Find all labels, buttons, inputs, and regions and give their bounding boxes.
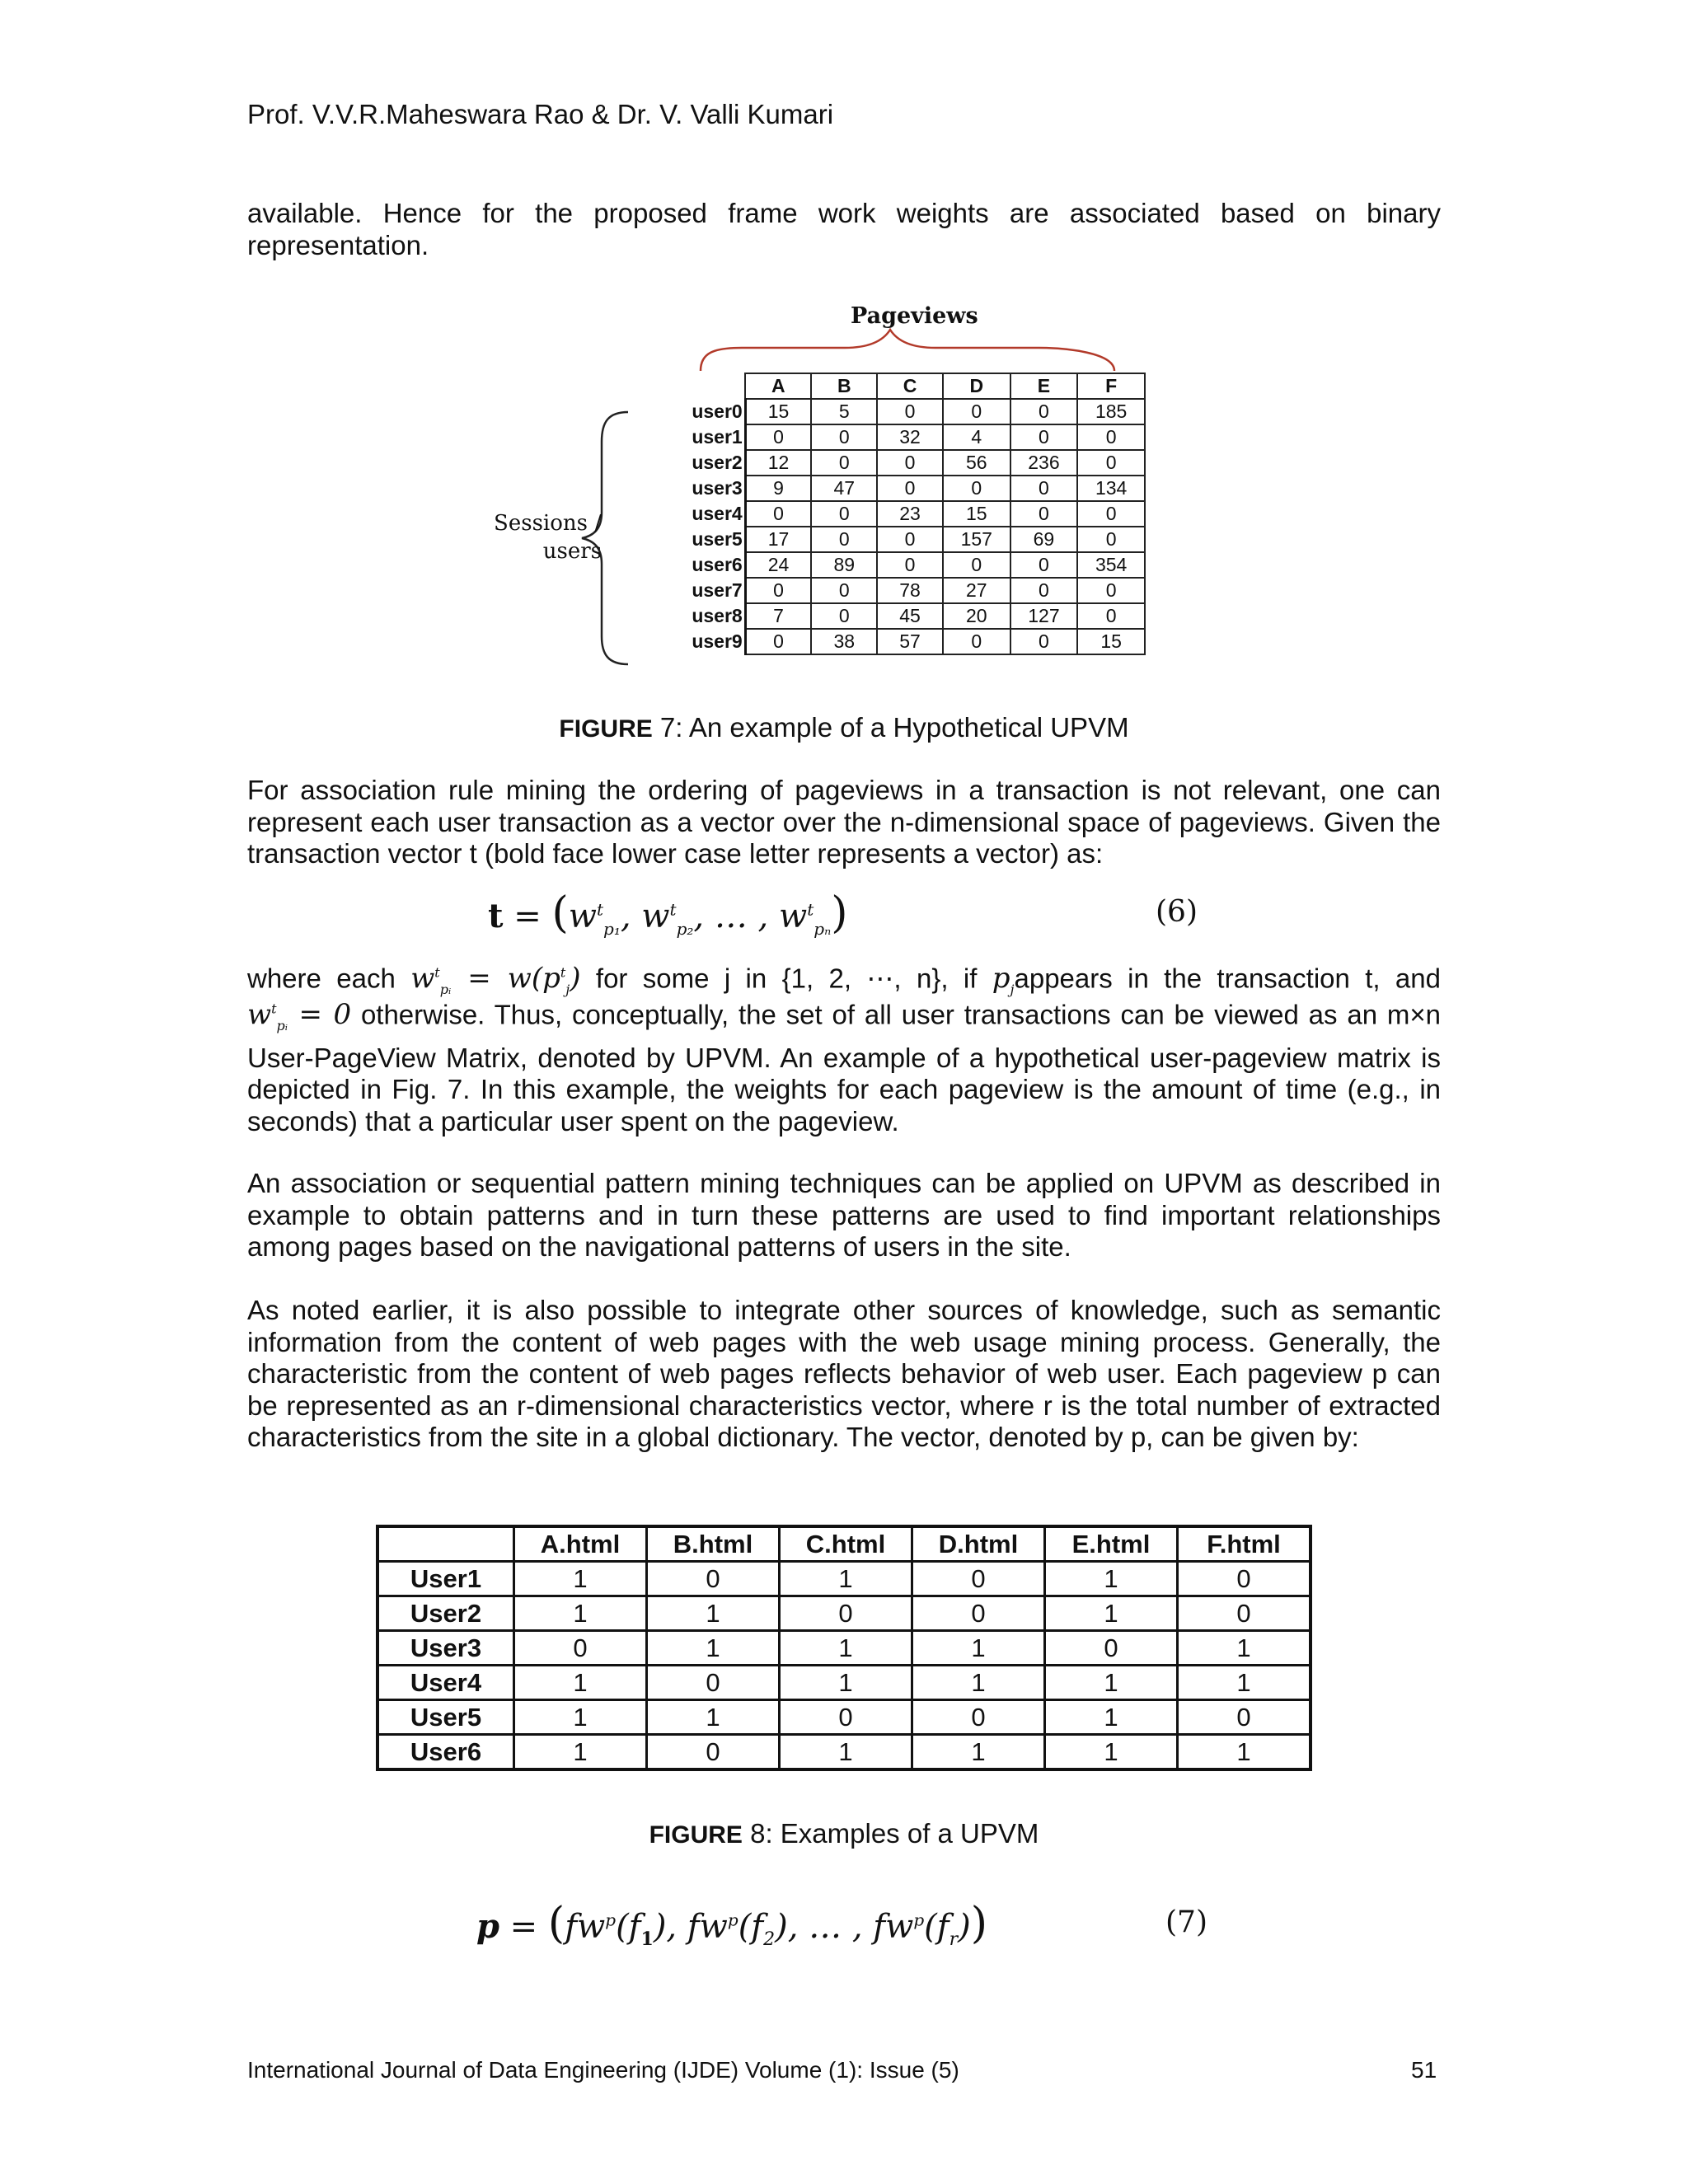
inline-math-pj: $p_j$ — [992, 962, 1015, 998]
figure-8-caption-number: 8 — [742, 1818, 766, 1849]
binmat-cell: 0 — [780, 1700, 912, 1735]
upvm-row — [686, 450, 1145, 476]
upvm-cell: 0 — [943, 629, 1010, 654]
upvm-cell: 0 — [1077, 603, 1145, 629]
inline-math-zero-weight: $w^t_{pᵢ} = 0$ — [247, 998, 352, 1034]
upvm-row — [686, 399, 1145, 424]
upvm-cell: 17 — [745, 527, 811, 552]
upvm-cell: 45 — [877, 603, 943, 629]
upvm-cell: 0 — [877, 552, 943, 578]
binmat-row — [377, 1700, 1311, 1735]
upvm-row-label: user8 — [686, 603, 745, 629]
upvm-cell: 89 — [811, 552, 877, 578]
binmat-cell: 0 — [647, 1666, 780, 1700]
binmat-cell: 0 — [912, 1562, 1045, 1596]
upvm-cell: 0 — [943, 399, 1010, 424]
upvm-col-header: E — [1010, 373, 1078, 399]
binmat-cell: 1 — [1178, 1735, 1311, 1770]
upvm-col-header: C — [877, 373, 943, 399]
upvm-cell: 15 — [745, 399, 811, 424]
figure-7-caption — [0, 712, 1688, 743]
binmat-col-header: E.html — [1045, 1526, 1178, 1562]
upvm-col-header: D — [943, 373, 1010, 399]
binmat-row-label: User3 — [377, 1631, 514, 1666]
upvm-col-header: B — [811, 373, 877, 399]
binmat-cell: 1 — [514, 1666, 647, 1700]
binmat-cell: 0 — [647, 1562, 780, 1596]
figure-8-caption-text: : Examples of a UPVM — [765, 1818, 1039, 1849]
binmat-row — [377, 1735, 1311, 1770]
binmat-corner — [377, 1526, 514, 1562]
upvm-cell: 9 — [745, 476, 811, 501]
running-head: Prof. V.V.R.Maheswara Rao & Dr. V. Valli Kumari — [247, 99, 834, 129]
pageviews-label: Pageviews — [851, 303, 978, 329]
upvm-cell: 0 — [877, 450, 943, 476]
upvm-cell: 0 — [943, 552, 1010, 578]
binmat-cell: 1 — [647, 1596, 780, 1631]
upvm-cell: 56 — [943, 450, 1010, 476]
binmat-cell: 1 — [514, 1700, 647, 1735]
upvm-cell: 4 — [943, 424, 1010, 450]
upvm-cell: 0 — [745, 424, 811, 450]
upvm-cell: 0 — [1077, 578, 1145, 603]
upvm-corner — [686, 373, 745, 399]
upvm-cell: 27 — [943, 578, 1010, 603]
upvm-cell: 24 — [745, 552, 811, 578]
paragraph-transaction-vector: For association rule mining the ordering of pageviews in a transaction is not relevant, one can represent each user transaction as a vector over the n-dimensional space of pageviews. Given the transaction vector t (bold face lower case letter represents a vector) as: — [247, 775, 1441, 869]
upvm-row — [686, 552, 1145, 578]
upvm-row-label: user3 — [686, 476, 745, 501]
binmat-cell: 0 — [780, 1596, 912, 1631]
upvm-row-label: user9 — [686, 629, 745, 654]
upvm-cell: 38 — [811, 629, 877, 654]
binmat-header-row — [377, 1526, 1311, 1562]
upvm-cell: 0 — [1010, 476, 1078, 501]
figure-7-caption-number: 7 — [652, 712, 676, 743]
binmat-body — [377, 1562, 1311, 1770]
text-otherwise: otherwise. Thus, conceptually, the set of all user transactions can be viewed as an m×n User-PageView Matrix, denoted by UPVM. An example of a hypothetical user-pageview matrix is depicted in Fig. 7. In this example, the weights for each pageview is the amount of time (e.g., in seconds) that a particular user spent on the pageview. — [247, 999, 1441, 1137]
figure-7 — [470, 297, 1146, 676]
upvm-cell: 0 — [877, 399, 943, 424]
binmat-cell: 0 — [912, 1700, 1045, 1735]
binmat-cell: 1 — [780, 1735, 912, 1770]
upvm-cell: 0 — [1010, 399, 1078, 424]
binmat-cell: 1 — [1045, 1666, 1178, 1700]
upvm-row — [686, 424, 1145, 450]
binmat-row-label: User2 — [377, 1596, 514, 1631]
upvm-row — [686, 578, 1145, 603]
binmat-row-label: User4 — [377, 1666, 514, 1700]
upvm-cell: 127 — [1010, 603, 1078, 629]
upvm-row-label: user2 — [686, 450, 745, 476]
equation-6-number: (6) — [1156, 895, 1198, 929]
footer-journal: International Journal of Data Engineering (IJDE) Volume (1): Issue (5) — [247, 2057, 959, 2083]
binmat-row — [377, 1562, 1311, 1596]
binmat-cell: 0 — [912, 1596, 1045, 1631]
paragraph-where-each — [247, 958, 1441, 1137]
binmat-col-header: A.html — [514, 1526, 647, 1562]
binmat-cell: 1 — [780, 1631, 912, 1666]
binmat-cell: 1 — [1045, 1562, 1178, 1596]
upvm-cell: 185 — [1077, 399, 1145, 424]
upvm-cell: 0 — [811, 424, 877, 450]
upvm-cell: 20 — [943, 603, 1010, 629]
upvm-cell: 0 — [811, 527, 877, 552]
binmat-col-header: F.html — [1178, 1526, 1311, 1562]
binmat-row — [377, 1666, 1311, 1700]
binmat-cell: 1 — [647, 1700, 780, 1735]
upvm-cell: 32 — [877, 424, 943, 450]
upvm-col-header: F — [1077, 373, 1145, 399]
equation-6: $t = (w^t_{p_1}$, $w^t_{p_2}$, … , $w^t_{p_n}$) — [488, 888, 848, 939]
upvm-cell: 0 — [1010, 629, 1078, 654]
sessions-label-line1: Sessions / — [494, 511, 602, 536]
upvm-cell: 69 — [1010, 527, 1078, 552]
figure-8-caption — [0, 1818, 1688, 1849]
paragraph-binary-representation: available. Hence for the proposed frame work weights are associated based on binary representation. — [247, 198, 1441, 260]
binmat-col-header: B.html — [647, 1526, 780, 1562]
binmat-cell: 0 — [1178, 1596, 1311, 1631]
text-for-some-j: for some j in {1, 2, ⋯, n}, if — [595, 963, 978, 994]
upvm-row-label: user6 — [686, 552, 745, 578]
upvm-time-table — [686, 373, 1146, 655]
binmat-cell: 1 — [514, 1562, 647, 1596]
binmat-cell: 0 — [1178, 1700, 1311, 1735]
upvm-cell: 236 — [1010, 450, 1078, 476]
upvm-cell: 0 — [1010, 424, 1078, 450]
upvm-cell: 5 — [811, 399, 877, 424]
binmat-row — [377, 1631, 1311, 1666]
binmat-cell: 1 — [514, 1735, 647, 1770]
figure-8-caption-label: FIGURE — [649, 1821, 743, 1849]
figure-7-caption-text: : An example of a Hypothetical UPVM — [675, 712, 1129, 743]
upvm-body — [686, 399, 1145, 654]
upvm-row — [686, 603, 1145, 629]
binmat-cell: 1 — [1045, 1700, 1178, 1735]
binmat-row — [377, 1596, 1311, 1631]
upvm-cell: 0 — [1077, 527, 1145, 552]
upvm-cell: 134 — [1077, 476, 1145, 501]
pageviews-brace — [701, 330, 1114, 371]
paragraph-where-each-line1 — [247, 958, 1441, 998]
upvm-cell: 0 — [1077, 501, 1145, 527]
sessions-label — [478, 509, 602, 565]
upvm-cell: 0 — [745, 578, 811, 603]
binmat-cell: 1 — [912, 1666, 1045, 1700]
binmat-cell: 1 — [1178, 1631, 1311, 1666]
paragraph-semantic-knowledge: As noted earlier, it is also possible to integrate other sources of knowledge, such as semantic information from the content of web pages with the web usage mining process. Generally, the characteristic from the content of web pages reflects behavior of web user. Each pageview p can be represented as an r-dimensional characteristics vector, where r is the total number of extracted characteristics from the site in a global dictionary. The vector, denoted by p, can be given by: — [247, 1295, 1441, 1452]
binmat-cell: 1 — [912, 1735, 1045, 1770]
binary-upvm-table — [376, 1525, 1312, 1771]
upvm-row-label: user0 — [686, 399, 745, 424]
upvm-row — [686, 476, 1145, 501]
figure-7-caption-label: FIGURE — [559, 715, 653, 743]
upvm-cell: 0 — [811, 450, 877, 476]
upvm-cell: 0 — [1010, 552, 1078, 578]
upvm-cell: 157 — [943, 527, 1010, 552]
binmat-row-label: User1 — [377, 1562, 514, 1596]
paragraph-association-mining: An association or sequential pattern mining techniques can be applied on UPVM as described in example to obtain patterns and in turn these patterns are used to find important relationships among pages based on the navigational patterns of users in the site. — [247, 1168, 1441, 1262]
upvm-cell: 0 — [811, 501, 877, 527]
binmat-cell: 1 — [1045, 1596, 1178, 1631]
upvm-cell: 0 — [745, 629, 811, 654]
upvm-cell: 354 — [1077, 552, 1145, 578]
upvm-row-label: user5 — [686, 527, 745, 552]
binmat-cell: 1 — [780, 1562, 912, 1596]
upvm-cell: 0 — [877, 476, 943, 501]
upvm-cell: 15 — [1077, 629, 1145, 654]
upvm-cell: 0 — [877, 527, 943, 552]
upvm-row — [686, 501, 1145, 527]
equation-7: $p = (fw^p(f_1)$, $fw^p(f_2)$, … , $fw^p(f_r)$) — [476, 1899, 988, 1950]
footer-page-number: 51 — [1411, 2057, 1437, 2083]
binmat-cell: 0 — [1045, 1631, 1178, 1666]
upvm-cell: 7 — [745, 603, 811, 629]
upvm-cell: 57 — [877, 629, 943, 654]
upvm-row — [686, 527, 1145, 552]
binmat-row-label: User6 — [377, 1735, 514, 1770]
upvm-cell: 0 — [1077, 450, 1145, 476]
upvm-cell: 0 — [811, 603, 877, 629]
text-appears-in: appears in the transaction t, and — [1014, 963, 1441, 994]
binmat-cell: 1 — [780, 1666, 912, 1700]
equation-7-number: (7) — [1165, 1905, 1207, 1939]
upvm-row-label: user1 — [686, 424, 745, 450]
upvm-cell: 15 — [943, 501, 1010, 527]
binmat-cell: 0 — [514, 1631, 647, 1666]
binmat-cell: 0 — [647, 1735, 780, 1770]
upvm-cell: 0 — [1077, 424, 1145, 450]
upvm-row-label: user7 — [686, 578, 745, 603]
upvm-cell: 0 — [745, 501, 811, 527]
binmat-row-label: User5 — [377, 1700, 514, 1735]
binmat-cell: 1 — [1178, 1666, 1311, 1700]
upvm-cell: 0 — [811, 578, 877, 603]
binmat-cell: 1 — [514, 1596, 647, 1631]
upvm-cell: 0 — [1010, 501, 1078, 527]
upvm-cell: 47 — [811, 476, 877, 501]
binmat-col-header: C.html — [780, 1526, 912, 1562]
inline-math-weight-def: $w^t_{pᵢ} = w(p^t_j)$ — [410, 962, 581, 998]
binmat-cell: 1 — [647, 1631, 780, 1666]
upvm-cell: 23 — [877, 501, 943, 527]
upvm-cell: 12 — [745, 450, 811, 476]
upvm-cell: 78 — [877, 578, 943, 603]
sessions-label-line2: users — [542, 539, 602, 564]
binmat-cell: 1 — [912, 1631, 1045, 1666]
binmat-cell: 0 — [1178, 1562, 1311, 1596]
paragraph-where-each-rest — [247, 994, 1441, 1137]
upvm-cell: 0 — [943, 476, 1010, 501]
upvm-cell: 0 — [1010, 578, 1078, 603]
binmat-col-header: D.html — [912, 1526, 1045, 1562]
upvm-header-row — [686, 373, 1145, 399]
binmat-cell: 1 — [1045, 1735, 1178, 1770]
text-where-each: where each — [247, 963, 396, 994]
upvm-row-label: user4 — [686, 501, 745, 527]
upvm-col-header: A — [745, 373, 811, 399]
upvm-row — [686, 629, 1145, 654]
